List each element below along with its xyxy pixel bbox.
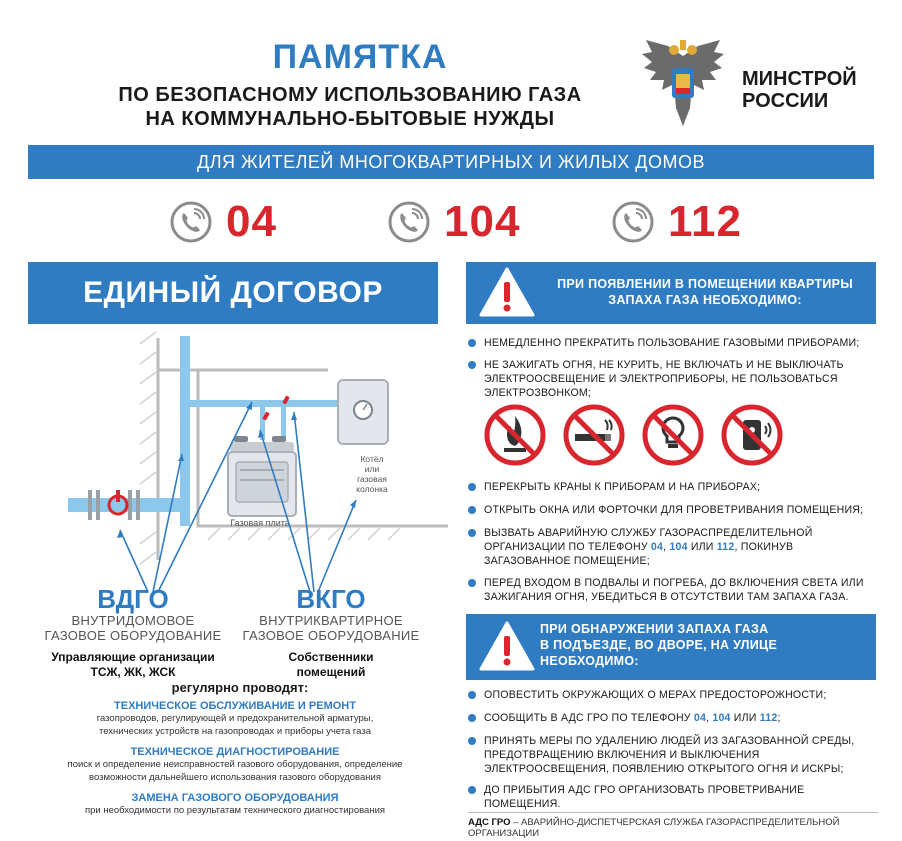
list-item xyxy=(468,336,878,350)
vdgo-abbr: ВДГО xyxy=(97,584,169,614)
item-text: НЕ ЗАЖИГАТЬ ОГНЯ, НЕ КУРИТЬ, НЕ ВКЛЮЧАТЬ И НЕ ВЫКЛЮЧАТЬ ЭЛЕКТРООСВЕЩЕНИЕ И ЭЛЕКТРОПРИБОРЫ, НЕ ПОЛЬЗОВАТЬСЯ ЭЛЕКТРОЗВОНКОМ; xyxy=(484,359,844,399)
boiler-label: или xyxy=(364,464,380,474)
bullet-dot xyxy=(468,714,476,722)
vkgo-desc-line-2: ГАЗОВОЕ ОБОРУДОВАНИЕ xyxy=(242,628,420,643)
phone-icon xyxy=(388,201,430,243)
bullet-dot xyxy=(468,579,476,587)
vdgo-block xyxy=(68,584,198,615)
phone-112[interactable] xyxy=(612,196,742,248)
ministry-name xyxy=(742,68,857,112)
phone-ref: 04 xyxy=(693,712,707,724)
service-heading: ТЕХНИЧЕСКОЕ ДИАГНОСТИРОВАНИЕ xyxy=(130,746,340,758)
phone-04[interactable] xyxy=(170,196,277,248)
residents-banner: ДЛЯ ЖИТЕЛЕЙ МНОГОКВАРТИРНЫХ И ЖИЛЫХ ДОМОВ xyxy=(28,145,874,179)
apartment-heading-line-2: ЗАПАХА ГАЗА НЕОБХОДИМО: xyxy=(608,293,802,307)
contract-title: ЕДИНЫЙ ДОГОВОР xyxy=(83,276,383,309)
no-light-switch-icon xyxy=(642,404,704,466)
phone-icon xyxy=(612,201,654,243)
phone-ref: 104 xyxy=(712,712,731,724)
no-smoking-icon xyxy=(563,404,625,466)
vkgo-org-line-1: Собственники xyxy=(288,650,374,664)
boiler-label: Котёл xyxy=(360,454,384,464)
footnote-text: – АВАРИЙНО-ДИСПЕТЧЕРСКАЯ СЛУЖБА ГАЗОРАСПРЕДЕЛИТЕЛЬНОЙ ОРГАНИЗАЦИИ xyxy=(468,817,840,839)
phone-ref: 04 xyxy=(650,541,664,553)
service-text: технических устройств на газопроводах и приборы учета газа xyxy=(98,726,371,737)
item-text: ПЕРЕД ВХОДОМ В ПОДВАЛЫ И ПОГРЕБА, ДО ВКЛЮЧЕНИЯ СВЕТА ИЛИ ЗАЖИГАНИЯ ОГНЯ, УБЕДИТЬСЯ В ОТСУТСТВИИ ТАМ ЗАПАХА ГАЗА. xyxy=(484,577,864,603)
list-item xyxy=(468,734,878,776)
service-item xyxy=(30,792,440,817)
list-item xyxy=(468,526,878,568)
bullet-dot xyxy=(468,483,476,491)
phone-ref: 112 xyxy=(716,541,735,553)
list-item xyxy=(468,503,878,517)
service-heading: ТЕХНИЧЕСКОЕ ОБСЛУЖИВАНИЕ И РЕМОНТ xyxy=(114,700,356,712)
subtitle-line-2: НА КОММУНАЛЬНО-БЫТОВЫЕ НУЖДЫ xyxy=(145,108,555,130)
ministry-line-1: МИНСТРОЙ xyxy=(742,68,857,90)
service-text: при необходимости по результатам технического диагностирования xyxy=(84,805,386,816)
regularly-label: регулярно проводят: xyxy=(171,680,309,695)
phone-number: 112 xyxy=(668,197,742,246)
list-item xyxy=(468,711,878,725)
vdgo-desc xyxy=(28,613,238,680)
vkgo-abbr: ВКГО xyxy=(296,584,366,614)
list-item xyxy=(468,480,878,494)
no-open-fire-icon xyxy=(484,404,546,466)
item-text: НЕМЕДЛЕННО ПРЕКРАТИТЬ ПОЛЬЗОВАНИЕ ГАЗОВЫМИ ПРИБОРАМИ; xyxy=(484,337,860,349)
item-text: ВЫЗВАТЬ АВАРИЙНУЮ СЛУЖБУ ГАЗОРАСПРЕДЕЛИТЕЛЬНОЙ ОРГАНИЗАЦИИ ПО ТЕЛЕФОНУ 04, 104 ИЛИ 112, ПОКИНУВ ЗАГАЗОВАННОЕ ПОМЕЩЕНИЕ; xyxy=(484,527,813,567)
apartment-heading-line-1: ПРИ ПОЯВЛЕНИИ В ПОМЕЩЕНИИ КВАРТИРЫ xyxy=(557,277,853,291)
no-doorbell-icon xyxy=(721,404,783,466)
service-item xyxy=(30,746,440,784)
bullet-dot xyxy=(468,506,476,514)
vkgo-desc xyxy=(226,613,436,680)
services-list xyxy=(30,700,440,817)
phone-104[interactable] xyxy=(388,196,520,248)
item-text: ПРИНЯТЬ МЕРЫ ПО УДАЛЕНИЮ ЛЮДЕЙ ИЗ ЗАГАЗОВАННОЙ СРЕДЫ, ПРЕДОТВРАЩЕНИЮ ВКЛЮЧЕНИЯ И ВЫКЛЮЧЕНИЯ ЭЛЕКТРООСВЕЩЕНИЯ, ПОЯВЛЕНИЮ ОТКРЫТОГО ОГНЯ И ИСКРЫ; xyxy=(484,735,855,775)
item-text: ПЕРЕКРЫТЬ КРАНЫ К ПРИБОРАМ И НА ПРИБОРАХ; xyxy=(484,481,761,493)
item-text: ДО ПРИБЫТИЯ АДС ГРО ОРГАНИЗОВАТЬ ПРОВЕТРИВАНИЕ ПОМЕЩЕНИЯ. xyxy=(484,784,805,810)
page-title: ПАМЯТКА xyxy=(272,38,448,76)
vdgo-org-line-1: Управляющие организации xyxy=(51,650,215,664)
list-item xyxy=(468,576,878,604)
boiler-label: газовая xyxy=(357,474,387,484)
vkgo-desc-line-1: ВНУТРИКВАРТИРНОЕ xyxy=(259,613,403,628)
bullet-dot xyxy=(468,786,476,794)
footnote xyxy=(468,812,878,839)
street-heading-line-2: В ПОДЪЕЗДЕ, ВО ДВОРЕ, НА УЛИЦЕ xyxy=(540,638,778,652)
bullet-dot xyxy=(468,737,476,745)
phone-number: 104 xyxy=(444,197,521,246)
bullet-dot xyxy=(468,691,476,699)
stove-label: Газовая плита xyxy=(230,518,290,528)
service-text: поиск и определение неисправностей газового оборудования, определение xyxy=(67,759,403,770)
footnote-abbr: АДС ГРО xyxy=(468,817,511,828)
list-item xyxy=(468,688,878,702)
service-item xyxy=(30,700,440,738)
phone-ref: 104 xyxy=(669,541,688,553)
vdgo-desc-line-2: ГАЗОВОЕ ОБОРУДОВАНИЕ xyxy=(44,628,222,643)
warning-icon xyxy=(478,266,536,318)
apartment-alert-heading xyxy=(540,276,870,308)
subtitle-line-1: ПО БЕЗОПАСНОМУ ИСПОЛЬЗОВАНИЮ ГАЗА xyxy=(118,84,582,106)
warning-icon xyxy=(478,620,536,672)
item-text: ОТКРЫТЬ ОКНА ИЛИ ФОРТОЧКИ ДЛЯ ПРОВЕТРИВАНИЯ ПОМЕЩЕНИЯ; xyxy=(484,504,864,516)
vkgo-org-line-2: помещений xyxy=(296,665,366,679)
item-text: ОПОВЕСТИТЬ ОКРУЖАЮЩИХ О МЕРАХ ПРЕДОСТОРОЖНОСТИ; xyxy=(484,689,827,701)
vdgo-desc-line-1: ВНУТРИДОМОВОЕ xyxy=(71,613,195,628)
list-item xyxy=(468,358,878,400)
gas-equipment-diagram xyxy=(28,330,448,600)
bullet-dot xyxy=(468,529,476,537)
service-heading: ЗАМЕНА ГАЗОВОГО ОБОРУДОВАНИЯ xyxy=(131,792,339,804)
street-heading-line-3: НЕОБХОДИМО: xyxy=(540,654,639,668)
phone-number: 04 xyxy=(226,197,277,246)
coat-of-arms-emblem xyxy=(638,38,728,130)
service-text: газопроводов, регулирующей и предохранительной арматуры, xyxy=(96,713,374,724)
phone-ref: 112 xyxy=(759,712,778,724)
street-heading-line-1: ПРИ ОБНАРУЖЕНИИ ЗАПАХА ГАЗА xyxy=(540,622,769,636)
phone-icon xyxy=(170,201,212,243)
street-alert-heading xyxy=(540,621,810,669)
vkgo-block xyxy=(266,584,396,615)
bullet-dot xyxy=(468,339,476,347)
item-text: СООБЩИТЬ В АДС ГРО ПО ТЕЛЕФОНУ 04, 104 ИЛИ 112; xyxy=(484,712,781,724)
ministry-line-2: РОССИИ xyxy=(742,90,829,112)
vdgo-org-line-2: ТСЖ, ЖК, ЖСК xyxy=(90,665,176,679)
service-text: возможности дальнейшего использования газового оборудования xyxy=(89,772,381,783)
boiler-label: колонка xyxy=(356,484,388,494)
list-item xyxy=(468,783,878,811)
bullet-dot xyxy=(468,361,476,369)
